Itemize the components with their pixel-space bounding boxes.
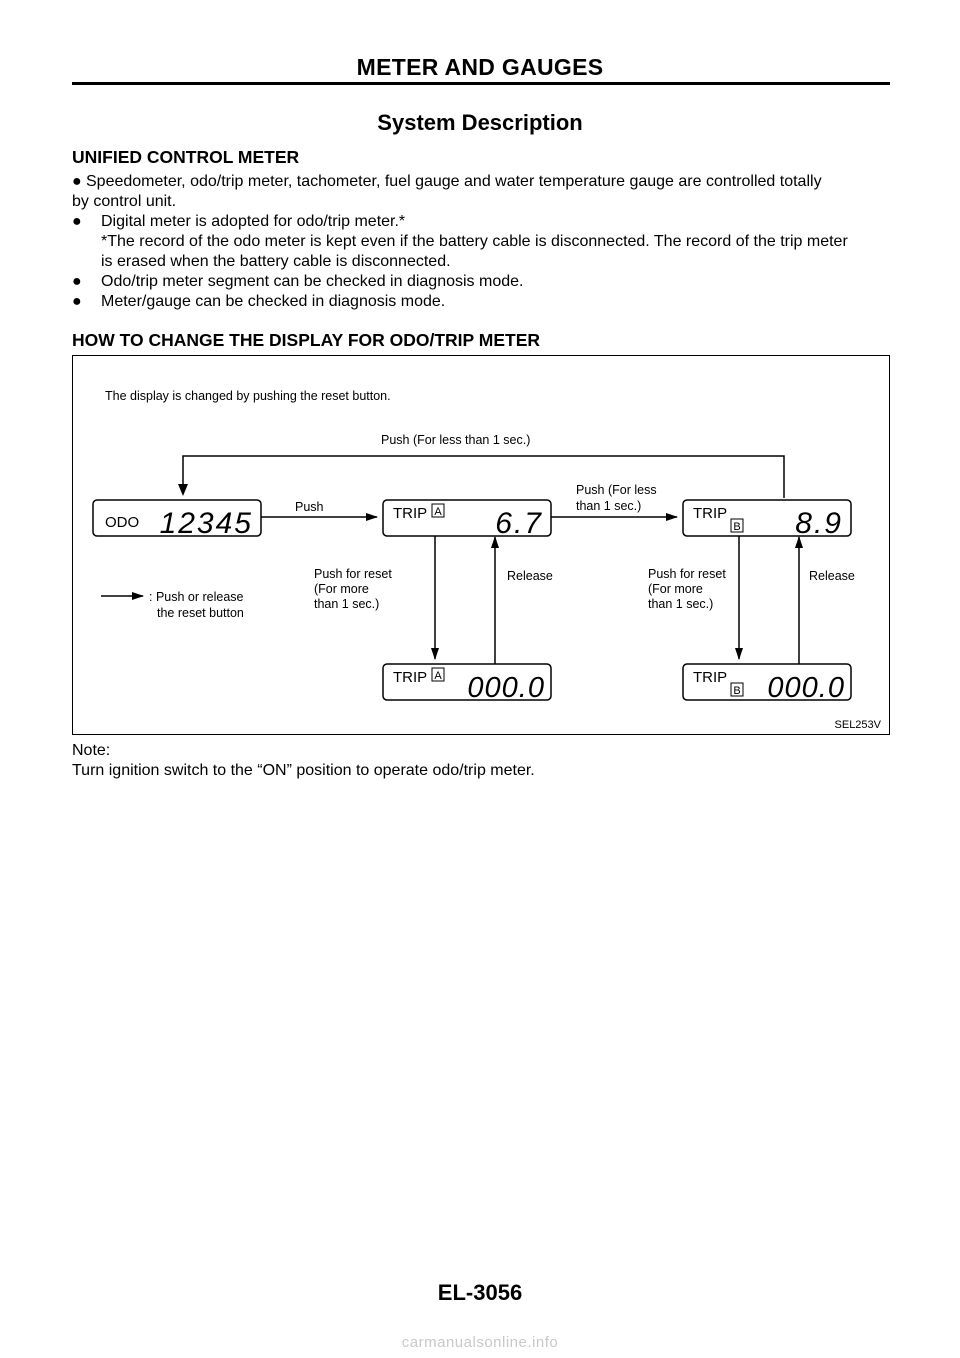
bullet-line: Odo/trip meter segment can be checked in diagnosis mode. (101, 273, 524, 290)
loop-line (183, 456, 784, 498)
bullet-mark: ● (72, 293, 82, 310)
bullet-text (101, 272, 891, 292)
unified-heading: UNIFIED CONTROL METER (72, 147, 300, 167)
trip-b-label: TRIP (693, 505, 728, 522)
odo-trip-diagram (72, 355, 890, 735)
bullet-mark: ● (72, 173, 82, 190)
note-text: Turn ignition switch to the “ON” position to operate odo/trip meter. (72, 762, 535, 779)
trip-a-reset-label: TRIP (393, 669, 428, 686)
legend-line-2: the reset button (157, 606, 244, 620)
page-header-title: METER AND GAUGES (356, 54, 604, 80)
label-reset-a-2: (For more (314, 582, 369, 596)
bullet-text (101, 292, 891, 312)
label-reset-b-1: Push for reset (648, 567, 726, 581)
bullet-mark: ● (72, 273, 82, 290)
trip-a-value: 6.7 (495, 507, 543, 540)
diagram-intro: The display is changed by pushing the reset button. (105, 389, 391, 403)
label-reset-a-3: than 1 sec.) (314, 597, 380, 611)
bullet-mark: ● (72, 213, 82, 230)
legend-line-1: : Push or release (149, 590, 244, 604)
trip-a-label: TRIP (393, 505, 428, 522)
label-release-b: Release (809, 569, 855, 583)
howto-heading: HOW TO CHANGE THE DISPLAY FOR ODO/TRIP METER (72, 330, 541, 350)
odo-value: 12345 (159, 507, 253, 540)
bullet-line: Meter/gauge can be checked in diagnosis mode. (101, 293, 446, 310)
note-label: Note: (72, 742, 111, 759)
odo-label: ODO (105, 514, 140, 531)
bullet-line: Speedometer, odo/trip meter, tachometer, fuel gauge and water temperature gauge are controlled totally (86, 173, 822, 190)
loop-arrowhead (178, 484, 188, 496)
trip-b-reset-label: TRIP (693, 669, 728, 686)
bullet-line: Digital meter is adopted for odo/trip meter.* (101, 213, 406, 230)
trip-a-reset-value: 000.0 (467, 672, 545, 704)
label-top-push: Push (For less than 1 sec.) (381, 433, 531, 447)
bullet-line: *The record of the odo meter is kept even if the battery cable is disconnected. The record of the trip meter (101, 233, 848, 250)
bullet-text (86, 172, 876, 192)
trip-b-letter: B (733, 521, 741, 533)
label-push-less-2: than 1 sec.) (576, 499, 642, 513)
diagram-code: SEL253V (834, 719, 881, 731)
trip-a-reset-letter: A (434, 670, 442, 682)
trip-a-letter: A (434, 506, 442, 518)
label-reset-b-2: (For more (648, 582, 703, 596)
label-reset-b-3: than 1 sec.) (648, 597, 714, 611)
label-push-less-1: Push (For less (576, 483, 657, 497)
label-push: Push (295, 500, 324, 514)
label-reset-a-1: Push for reset (314, 567, 392, 581)
label-release-a: Release (507, 569, 553, 583)
page-number: EL-3056 (437, 1280, 523, 1305)
bullet-continuation: by control unit. (72, 193, 177, 210)
section-title: System Description (377, 110, 583, 135)
watermark: carmanualsonline.info (401, 1334, 559, 1351)
bullet-text (101, 212, 891, 272)
header-rule (72, 82, 890, 85)
trip-b-value: 8.9 (795, 507, 843, 540)
trip-b-reset-letter: B (733, 685, 741, 697)
trip-b-reset-value: 000.0 (767, 672, 845, 704)
bullet-line: is erased when the battery cable is disconnected. (101, 253, 451, 270)
